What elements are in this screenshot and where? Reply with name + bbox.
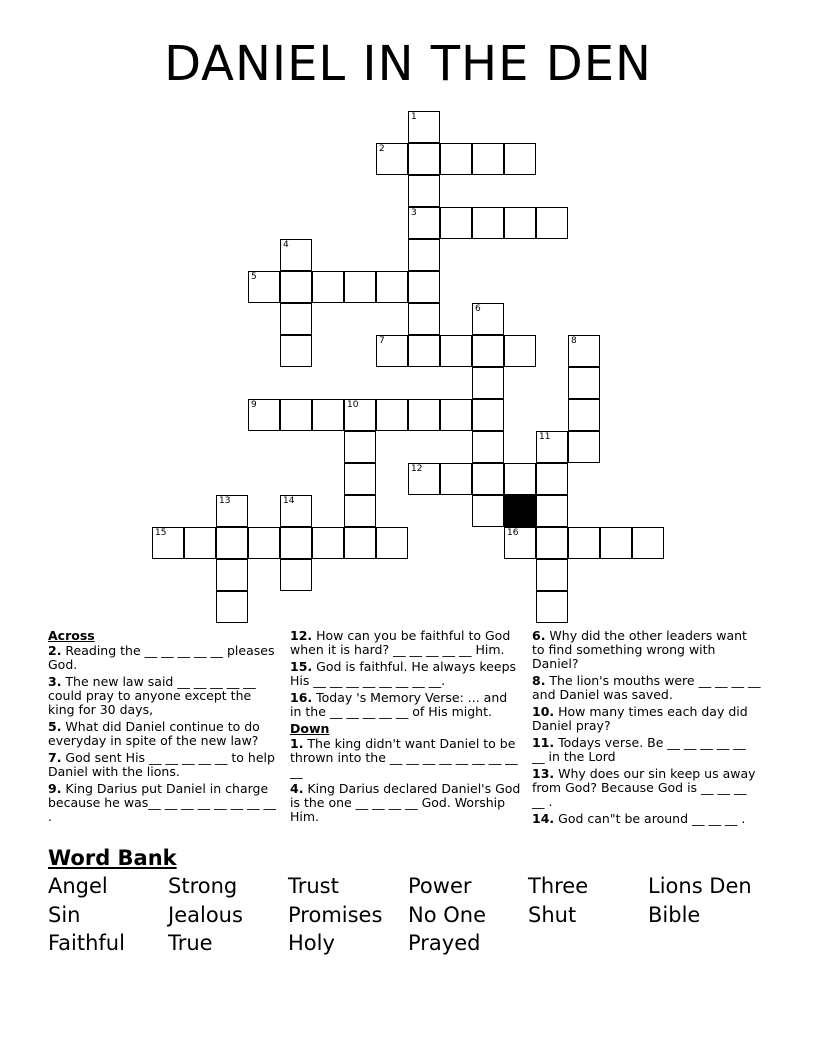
grid-cell[interactable] <box>536 431 568 463</box>
grid-cell[interactable] <box>408 207 440 239</box>
clue <box>290 629 522 657</box>
clue-num: 5. <box>48 719 62 734</box>
grid-cell[interactable] <box>280 495 312 527</box>
word-bank-item: Jealous <box>168 902 243 927</box>
clue-num: 3. <box>48 674 62 689</box>
grid-cell[interactable] <box>280 239 312 271</box>
grid-cell[interactable] <box>280 303 312 335</box>
page-title: DANIEL IN THE DEN <box>164 36 652 92</box>
clue-number: 7 <box>379 336 385 346</box>
clue-number: 8 <box>571 336 577 346</box>
grid-cell[interactable] <box>568 527 600 559</box>
grid-cell[interactable] <box>536 207 568 239</box>
grid-cell[interactable] <box>280 399 312 431</box>
grid-cell[interactable] <box>600 527 632 559</box>
clue <box>48 720 280 748</box>
grid-cell[interactable] <box>376 271 408 303</box>
clue-num: 13. <box>532 766 555 781</box>
grid-cell[interactable] <box>408 239 440 271</box>
clue-number: 3 <box>411 208 417 218</box>
grid-cell[interactable] <box>472 143 504 175</box>
grid-cell[interactable] <box>472 399 504 431</box>
grid-cell[interactable] <box>312 399 344 431</box>
word-bank-item: Faithful <box>48 931 125 955</box>
clue-number: 15 <box>155 528 167 538</box>
grid-cell[interactable] <box>216 495 248 527</box>
word-bank-item: Strong <box>168 874 238 898</box>
grid-cell[interactable] <box>568 367 600 399</box>
word-bank-item: Bible <box>648 902 701 927</box>
grid-cell[interactable] <box>632 527 664 559</box>
clue-num: 7. <box>48 750 62 765</box>
clue <box>532 812 762 826</box>
clue <box>532 736 762 764</box>
grid-cell[interactable] <box>184 527 216 559</box>
grid-cell[interactable] <box>536 495 568 527</box>
clue-num: 11. <box>532 735 555 750</box>
grid-cell[interactable] <box>280 271 312 303</box>
clue <box>532 674 762 702</box>
clue-number: 14 <box>283 496 295 506</box>
clue-num: 6. <box>532 628 546 643</box>
grid-cell[interactable] <box>312 271 344 303</box>
clue-number: 13 <box>219 496 231 506</box>
grid-cell[interactable] <box>344 431 376 463</box>
clue <box>48 782 280 824</box>
word-bank-item: True <box>168 931 213 955</box>
clue-num: 8. <box>532 673 546 688</box>
grid-cell[interactable] <box>408 303 440 335</box>
word-bank-item: Angel <box>48 874 108 898</box>
clue-text: How many times each day did Daniel pray? <box>532 704 748 733</box>
clue <box>48 644 280 672</box>
clue-text: What did Daniel continue to do everyday in spite of the new law? <box>48 719 260 748</box>
word-bank-item: Holy <box>288 931 335 955</box>
word-bank-item: Sin <box>48 902 81 927</box>
grid-block <box>504 495 536 527</box>
clue-num: 1. <box>290 736 304 751</box>
grid-cell[interactable] <box>440 399 472 431</box>
clue-number: 10 <box>347 400 359 410</box>
clue-text: How can you be faithful to God when it is hard? __ __ __ __ __ Him. <box>290 628 511 657</box>
grid-cell[interactable] <box>408 175 440 207</box>
clue <box>48 675 280 717</box>
grid-cell[interactable] <box>376 399 408 431</box>
grid-cell[interactable] <box>344 495 376 527</box>
clues-column-1 <box>48 629 280 827</box>
clue-number: 1 <box>411 112 417 122</box>
grid-cell[interactable] <box>472 303 504 335</box>
grid-cell[interactable] <box>536 559 568 591</box>
grid-cell[interactable] <box>408 271 440 303</box>
clue-number: 2 <box>379 144 385 154</box>
clue <box>48 751 280 779</box>
word-bank-item: Power <box>408 874 472 898</box>
word-bank-title: Word Bank <box>48 846 177 870</box>
clue-text: Why does our sin keep us away from God? Because God is __ __ __ __ . <box>532 766 756 809</box>
grid-cell[interactable] <box>216 559 248 591</box>
grid-cell[interactable] <box>376 527 408 559</box>
grid-cell[interactable] <box>344 463 376 495</box>
grid-cell[interactable] <box>472 431 504 463</box>
grid-cell[interactable] <box>312 527 344 559</box>
grid-cell[interactable] <box>472 463 504 495</box>
grid-cell[interactable] <box>280 335 312 367</box>
grid-cell[interactable] <box>536 463 568 495</box>
grid-cell[interactable] <box>344 399 376 431</box>
clue-number: 16 <box>507 528 519 538</box>
clue-number: 12 <box>411 464 423 474</box>
grid-cell[interactable] <box>248 271 280 303</box>
clue <box>290 660 522 688</box>
grid-cell[interactable] <box>376 335 408 367</box>
grid-cell[interactable] <box>472 207 504 239</box>
grid-cell[interactable] <box>440 335 472 367</box>
grid-cell[interactable] <box>504 143 536 175</box>
word-bank-item: Trust <box>288 874 339 898</box>
grid-cell[interactable] <box>568 399 600 431</box>
grid-cell[interactable] <box>440 207 472 239</box>
grid-cell[interactable] <box>504 207 536 239</box>
clue-number: 5 <box>251 272 257 282</box>
grid-cell[interactable] <box>408 399 440 431</box>
clue-num: 2. <box>48 643 62 658</box>
clue-text: Todays verse. Be __ __ __ __ __ __ in the Lord <box>532 735 746 764</box>
grid-cell[interactable] <box>248 527 280 559</box>
clue-text: Today 's Memory Verse: ... and in the __ __ __ __ __ of His might. <box>290 690 508 719</box>
word-bank-item: Three <box>528 874 589 898</box>
grid-cell[interactable] <box>344 527 376 559</box>
grid-cell[interactable] <box>504 335 536 367</box>
clue-number: 9 <box>251 400 257 410</box>
clue-text: The king didn't want Daniel to be thrown into the __ __ __ __ __ __ __ __ __ <box>290 736 518 779</box>
grid-cell[interactable] <box>216 527 248 559</box>
clue-text: God is faithful. He always keeps His __ __ __ __ __ __ __ __. <box>290 659 517 688</box>
grid-cell[interactable] <box>376 143 408 175</box>
clue-number: 11 <box>539 432 551 442</box>
grid-cell[interactable] <box>504 463 536 495</box>
grid-cell[interactable] <box>408 143 440 175</box>
clue-num: 16. <box>290 690 313 705</box>
grid-cell[interactable] <box>408 111 440 143</box>
grid-cell[interactable] <box>536 591 568 623</box>
grid-cell[interactable] <box>408 463 440 495</box>
down-header: Down <box>290 721 330 736</box>
grid-cell[interactable] <box>152 527 184 559</box>
word-bank-item: Lions Den <box>648 874 752 898</box>
clue-number: 6 <box>475 304 481 314</box>
clue-text: God can"t be around __ __ __ . <box>554 811 746 826</box>
clue-num: 15. <box>290 659 313 674</box>
clue-text: The new law said __ __ __ __ __ could pray to anyone except the king for 30 days, <box>48 674 256 717</box>
clue-text: King Darius put Daniel in charge because he was__ __ __ __ __ __ __ __ . <box>48 781 277 824</box>
word-bank-item: No One <box>408 902 486 927</box>
grid-cell[interactable] <box>440 143 472 175</box>
clue-text: King Darius declared Daniel's God is the one __ __ __ __ God. Worship Him. <box>290 781 521 824</box>
clue <box>290 782 522 824</box>
clue-text: Why did the other leaders want to find something wrong with Daniel? <box>532 628 747 671</box>
grid-cell[interactable] <box>472 495 504 527</box>
grid-cell[interactable] <box>568 335 600 367</box>
grid-cell[interactable] <box>440 463 472 495</box>
clue-num: 9. <box>48 781 62 796</box>
grid-cell[interactable] <box>248 399 280 431</box>
clue <box>290 737 522 779</box>
clue-text: God sent His __ __ __ __ __ to help Daniel with the lions. <box>48 750 275 779</box>
grid-cell[interactable] <box>568 431 600 463</box>
clues-column-2 <box>290 629 522 827</box>
clue-num: 4. <box>290 781 304 796</box>
clue-text: Reading the __ __ __ __ __ pleases God. <box>48 643 275 672</box>
grid-cell[interactable] <box>344 271 376 303</box>
word-bank-item: Promises <box>288 902 383 927</box>
grid-cell[interactable] <box>408 335 440 367</box>
clue-num: 10. <box>532 704 555 719</box>
word-bank-item: Shut <box>528 902 577 927</box>
clue <box>532 767 762 809</box>
across-header: Across <box>48 628 95 643</box>
grid-cell[interactable] <box>536 527 568 559</box>
clue-number: 4 <box>283 240 289 250</box>
word-bank-item: Prayed <box>408 931 481 955</box>
clue-text: The lion's mouths were __ __ __ __ and Daniel was saved. <box>532 673 761 702</box>
clue <box>290 691 522 719</box>
clue <box>532 629 762 671</box>
clue-num: 14. <box>532 811 555 826</box>
grid-cell[interactable] <box>472 367 504 399</box>
grid-cell[interactable] <box>504 527 536 559</box>
grid-cell[interactable] <box>280 527 312 559</box>
clue-num: 12. <box>290 628 313 643</box>
clue <box>532 705 762 733</box>
grid-cell[interactable] <box>472 335 504 367</box>
clues-column-3 <box>532 629 762 829</box>
grid-cell[interactable] <box>216 591 248 623</box>
grid-cell[interactable] <box>280 559 312 591</box>
